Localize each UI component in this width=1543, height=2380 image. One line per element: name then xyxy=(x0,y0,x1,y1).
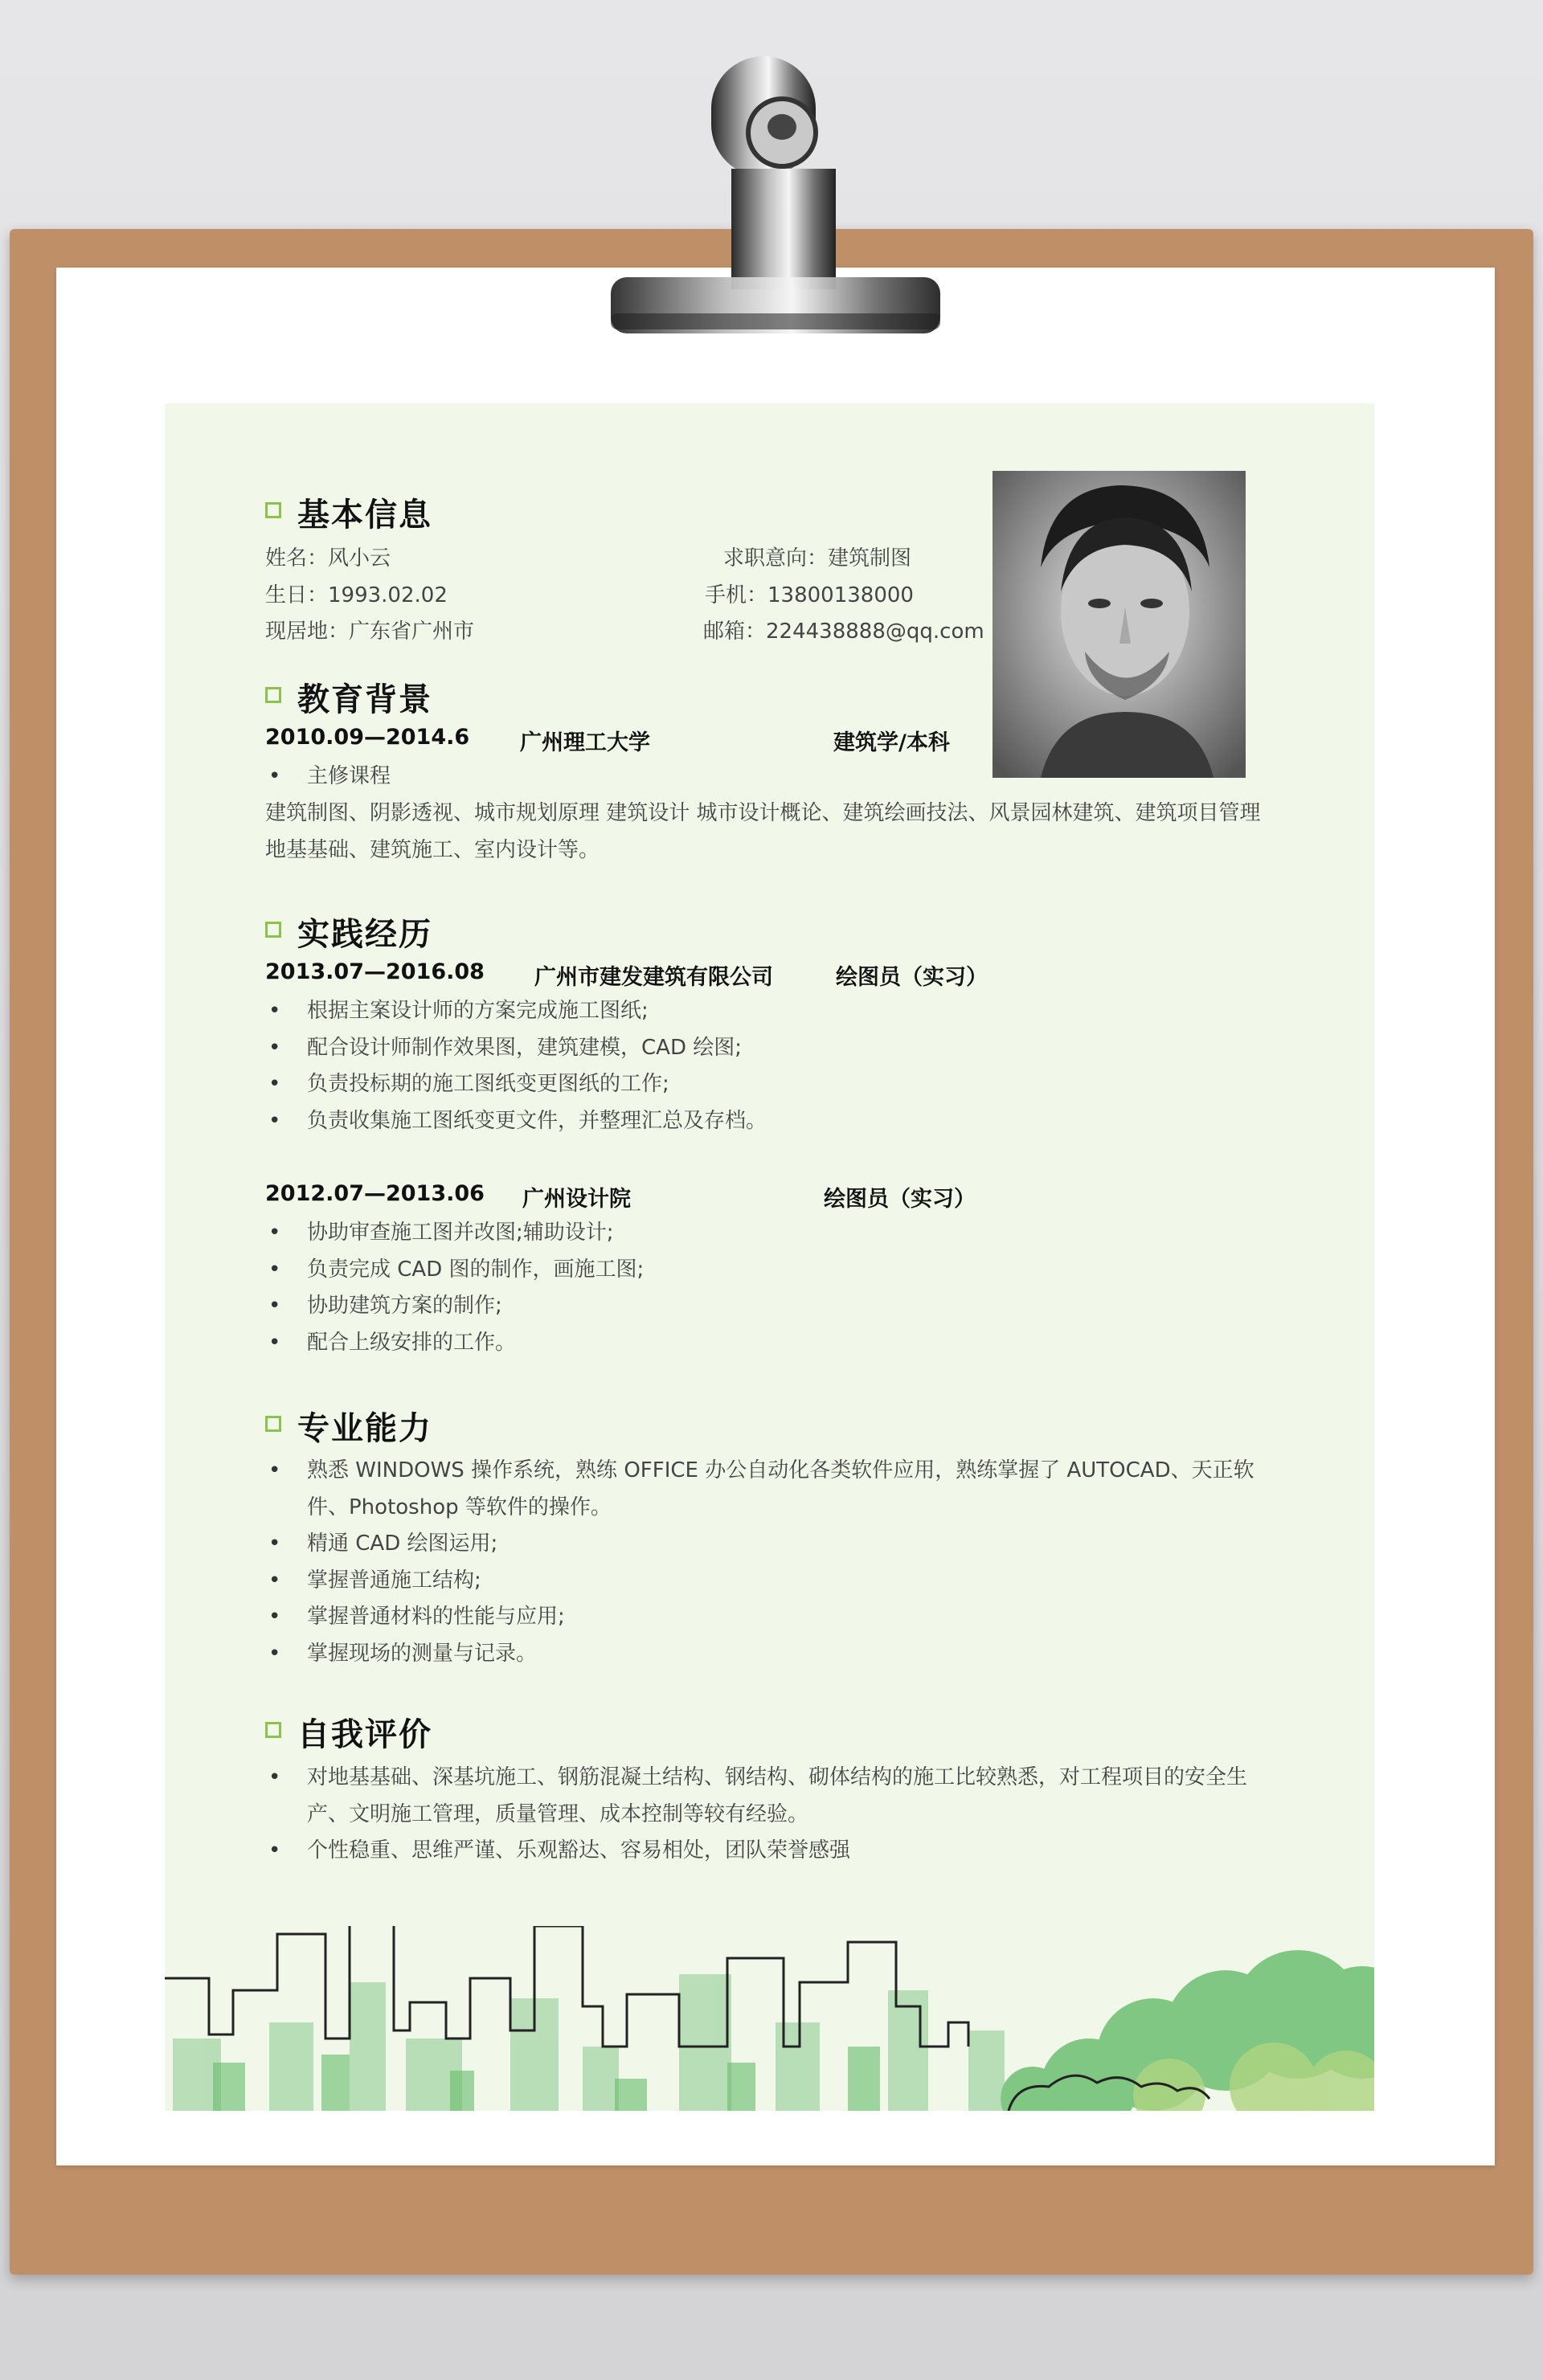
section-title: 自我评价 xyxy=(297,1715,432,1753)
checkbox-icon xyxy=(265,1416,281,1432)
self-list xyxy=(265,1760,1270,1870)
job1-role: 绘图员（实习） xyxy=(836,965,988,990)
education-school: 广州理工大学 xyxy=(520,730,650,755)
section-basic-info xyxy=(265,492,432,532)
checkbox-icon xyxy=(265,687,281,703)
list-item: • 掌握普通施工结构; xyxy=(265,1563,1270,1600)
courses-list xyxy=(265,759,391,795)
list-item: • 协助建筑方案的制作; xyxy=(265,1288,644,1325)
section-skills xyxy=(265,1405,432,1446)
list-item: • 主修课程 xyxy=(265,759,391,795)
job2-duties xyxy=(265,1215,644,1361)
section-title: 实践经历 xyxy=(297,915,432,953)
section-title: 基本信息 xyxy=(297,496,432,534)
job1-period: 2013.07—2016.08 xyxy=(265,959,485,984)
list-item: • 负责收集施工图纸变更文件，并整理汇总及存档。 xyxy=(265,1103,767,1140)
job1-company: 广州市建发建筑有限公司 xyxy=(534,965,773,990)
avatar xyxy=(993,471,1246,778)
checkbox-icon xyxy=(265,1722,281,1738)
intent-field: 求职意向：建筑制图 xyxy=(723,546,912,570)
checkbox-icon xyxy=(265,502,281,518)
list-item: • 掌握现场的测量与记录。 xyxy=(265,1636,1270,1673)
job2-company: 广州设计院 xyxy=(522,1187,631,1212)
resume-sheet xyxy=(165,403,1374,2111)
list-item: • 对地基基础、深基坑施工、钢筋混凝土结构、钢结构、砌体结构的施工比较熟悉，对工程项目的安全生产、文明施工管理，质量管理、成本控制等较有经验。 xyxy=(265,1760,1270,1833)
section-education xyxy=(265,677,432,717)
job2-period: 2012.07—2013.06 xyxy=(265,1181,485,1206)
phone-field: 手机：13800138000 xyxy=(705,583,914,607)
section-self-evaluation xyxy=(265,1711,432,1752)
binder-clip-icon xyxy=(579,48,948,354)
checkbox-icon xyxy=(265,922,281,938)
skills-list xyxy=(265,1453,1270,1672)
name-field: 姓名：风小云 xyxy=(265,546,391,570)
list-item: • 精通 CAD 绘图运用; xyxy=(265,1526,1270,1563)
job1-duties xyxy=(265,993,767,1139)
education-major: 建筑学/本科 xyxy=(833,730,950,755)
job2-role: 绘图员（实习） xyxy=(824,1187,976,1212)
courses-text: 建筑制图、阴影透视、城市规划原理 建筑设计 城市设计概论、建筑绘画技法、风景园林建筑、建筑项目管理 地基基础、建筑施工、室内设计等。 xyxy=(265,801,1261,862)
list-item: • 熟悉 WINDOWS 操作系统，熟练 OFFICE 办公自动化各类软件应用，熟练掌握了 AUTOCAD、天正软件、Photoshop 等软件的操作。 xyxy=(265,1453,1270,1526)
list-item: • 掌握普通材料的性能与应用; xyxy=(265,1599,1270,1636)
list-item: • 负责完成 CAD 图的制作，画施工图; xyxy=(265,1252,644,1289)
education-period: 2010.09—2014.6 xyxy=(265,725,470,750)
list-item: • 个性稳重、思维严谨、乐观豁达、容易相处，团队荣誉感强 xyxy=(265,1833,1270,1870)
location-field: 现居地：广东省广州市 xyxy=(265,620,475,644)
list-item: • 协助审查施工图并改图;辅助设计; xyxy=(265,1215,644,1252)
list-item: • 配合上级安排的工作。 xyxy=(265,1325,644,1362)
list-item: • 根据主案设计师的方案完成施工图纸; xyxy=(265,993,767,1030)
section-practice xyxy=(265,911,432,951)
list-item: • 配合设计师制作效果图，建筑建模，CAD 绘图; xyxy=(265,1030,767,1067)
list-item: • 负责投标期的施工图纸变更图纸的工作; xyxy=(265,1066,767,1103)
email-field: 邮箱：224438888@qq.com xyxy=(703,620,984,644)
birth-field: 生日：1993.02.02 xyxy=(265,583,448,607)
section-title: 专业能力 xyxy=(297,1409,432,1447)
city-skyline-decoration xyxy=(165,1926,1374,2111)
section-title: 教育背景 xyxy=(297,681,432,718)
